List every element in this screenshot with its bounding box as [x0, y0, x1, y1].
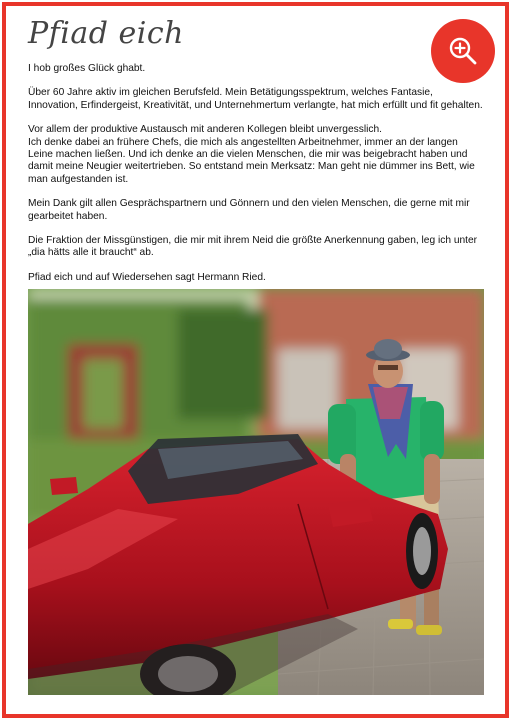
- page-title: Pfiad eich: [28, 16, 184, 51]
- paragraph-colleagues: [28, 124, 484, 186]
- paragraph-thanks: Mein Dank gilt allen Gesprächspartnern und Gönnern und den vielen Menschen, die gerne mit mir gearbeitet haben.: [28, 198, 470, 222]
- paragraph-colleagues-line1: Vor allem der produktive Austausch mit anderen Kollegen bleibt unvergesslich.: [28, 124, 382, 136]
- paragraph-envy: Die Fraktion der Missgünstigen, die mir mit ihrem Neid die größte Anerkennung gaben, leg ich unter „dia hätts alle it braucht“ ab.: [28, 235, 478, 259]
- paragraph-colleagues-line2: Ich denke dabei an frühere Chefs, die mich als angestellten Arbeitnehmer, immer an der langen Leine machen ließen. Und ich denke an die vielen Menschen, die mir was beigebracht haben und damit meine Neugier weitertrieben. So entstand mein Merksatz: Man geht nie dümmer ins Bett, wie man aufgestanden ist.: [28, 136, 475, 185]
- article-text: [28, 63, 484, 296]
- paragraph-intro: I hob großes Glück ghabt.: [28, 63, 146, 74]
- photo-man-with-red-car: [28, 289, 484, 695]
- photo-illustration: [28, 289, 484, 695]
- page-frame: [2, 2, 509, 718]
- paragraph-farewell: Pfiad eich und auf Wiedersehen sagt Hermann Ried.: [28, 271, 266, 283]
- paragraph-career: Über 60 Jahre aktiv im gleichen Berufsfeld. Mein Betätigungsspektrum, welches Fantasie, Innovation, Erfindergeist, Kreativität, und Unternehmertum verlangte, hat mich erfüllt und fit gehalten.: [28, 87, 483, 111]
